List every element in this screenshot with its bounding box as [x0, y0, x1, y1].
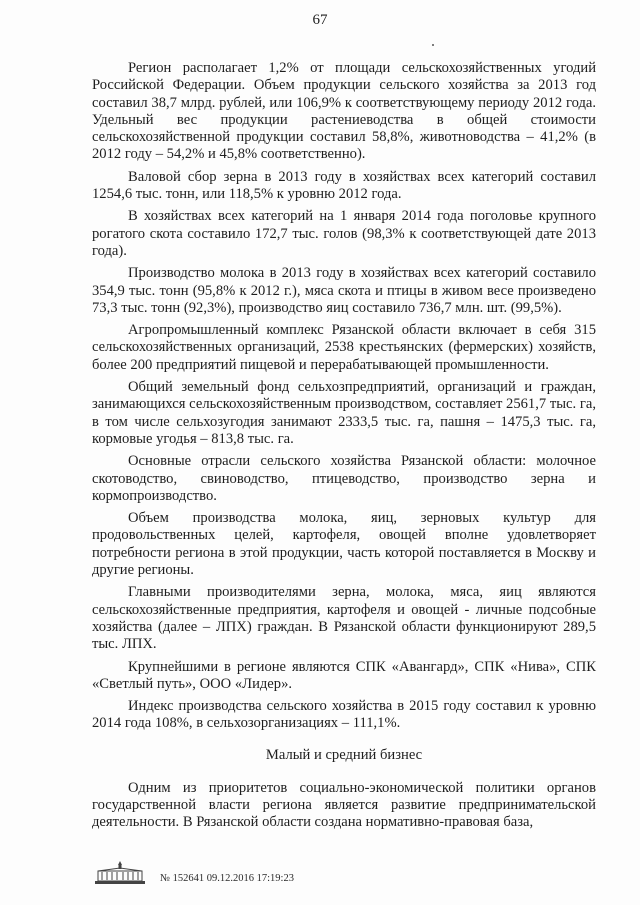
paragraph: Регион располагает 1,2% от площади сельскохозяйственных угодий Российской Федерации. Объем продукции сельского хозяйства за 2013 год составил 38,7 млрд. рублей, или 106,9% к соответствующему периоду 2012 года. Удельный вес продукции растениеводства в общей стоимости сельскохозяйственной продукции составил 58,8%, животноводства – 41,2% (в 2012 году – 54,2% и 45,8% соответственно). [92, 60, 596, 163]
page-number: 67 [312, 12, 328, 28]
scan-speck [432, 44, 434, 46]
paragraph: В хозяйствах всех категорий на 1 января 2014 года поголовье крупного рогатого скота составило 172,7 тыс. голов (98,3% к соответствующей дате 2013 года). [92, 208, 596, 259]
building-logo-icon [92, 859, 148, 887]
paragraph: Объем производства молока, яиц, зерновых культур для продовольственных целей, картофеля, овощей вполне удовлетворяет потребности региона в этой продукции, часть которой поставляется в Москву и другие регионы. [92, 510, 596, 579]
paragraph: Производство молока в 2013 году в хозяйствах всех категорий составило 354,9 тыс. тонн (95,8% к 2012 г.), мяса скота и птицы в живом весе произведено 73,3 тыс. тонн (92,3%), производство яиц составило 736,7 млн. шт. (99,5%). [92, 265, 596, 316]
section-heading: Малый и средний бизнес [265, 746, 423, 763]
footer [92, 859, 392, 891]
paragraph: Крупнейшими в регионе являются СПК «Авангард», СПК «Нива», СПК «Светлый путь», ООО «Лидер». [92, 658, 596, 692]
paragraph: Индекс производства сельского хозяйства в 2015 году составил к уровню 2014 года 108%, в сельхозорганизациях – 111,1%. [92, 698, 596, 732]
paragraph: Общий земельный фонд сельхозпредприятий, организаций и граждан, занимающихся сельскохозяйственным производством, составляет 2561,7 тыс. га, в том числе сельхозугодия занимают 2333,5 тыс. га, пашня – 1475,3 тыс. га, кормовые угодья – 813,8 тыс. га. [92, 379, 596, 447]
paragraph: Агропромышленный комплекс Рязанской области включает в себя 315 сельскохозяйственных организаций, 2538 крестьянских (фермерских) хозяйств, более 200 предприятий пищевой и перерабатывающей промышленности. [92, 322, 596, 373]
paragraph: Главными производителями зерна, молока, мяса, яиц являются сельскохозяйственные предприятия, картофеля и овощей - личные подсобные хозяйства (далее – ЛПХ) граждан. В Рязанской области функционируют 289,5 тыс. ЛПХ. [92, 584, 596, 653]
paragraph: Одним из приоритетов социально-экономической политики органов государственной власти региона является развитие предпринимательской деятельности. В Рязанской области создана нормативно-правовая база, [92, 779, 596, 831]
document-stamp: № 152641 09.12.2016 17:19:23 [160, 873, 294, 884]
document-body [92, 60, 596, 832]
paragraph: Валовой сбор зерна в 2013 году в хозяйствах всех категорий составил 1254,6 тыс. тонн, или 118,5% к уровню 2012 года. [92, 168, 596, 203]
paragraph: Основные отрасли сельского хозяйства Рязанской области: молочное скотоводство, свиноводство, птицеводство, производство зерна и кормопроизводство. [92, 453, 596, 504]
